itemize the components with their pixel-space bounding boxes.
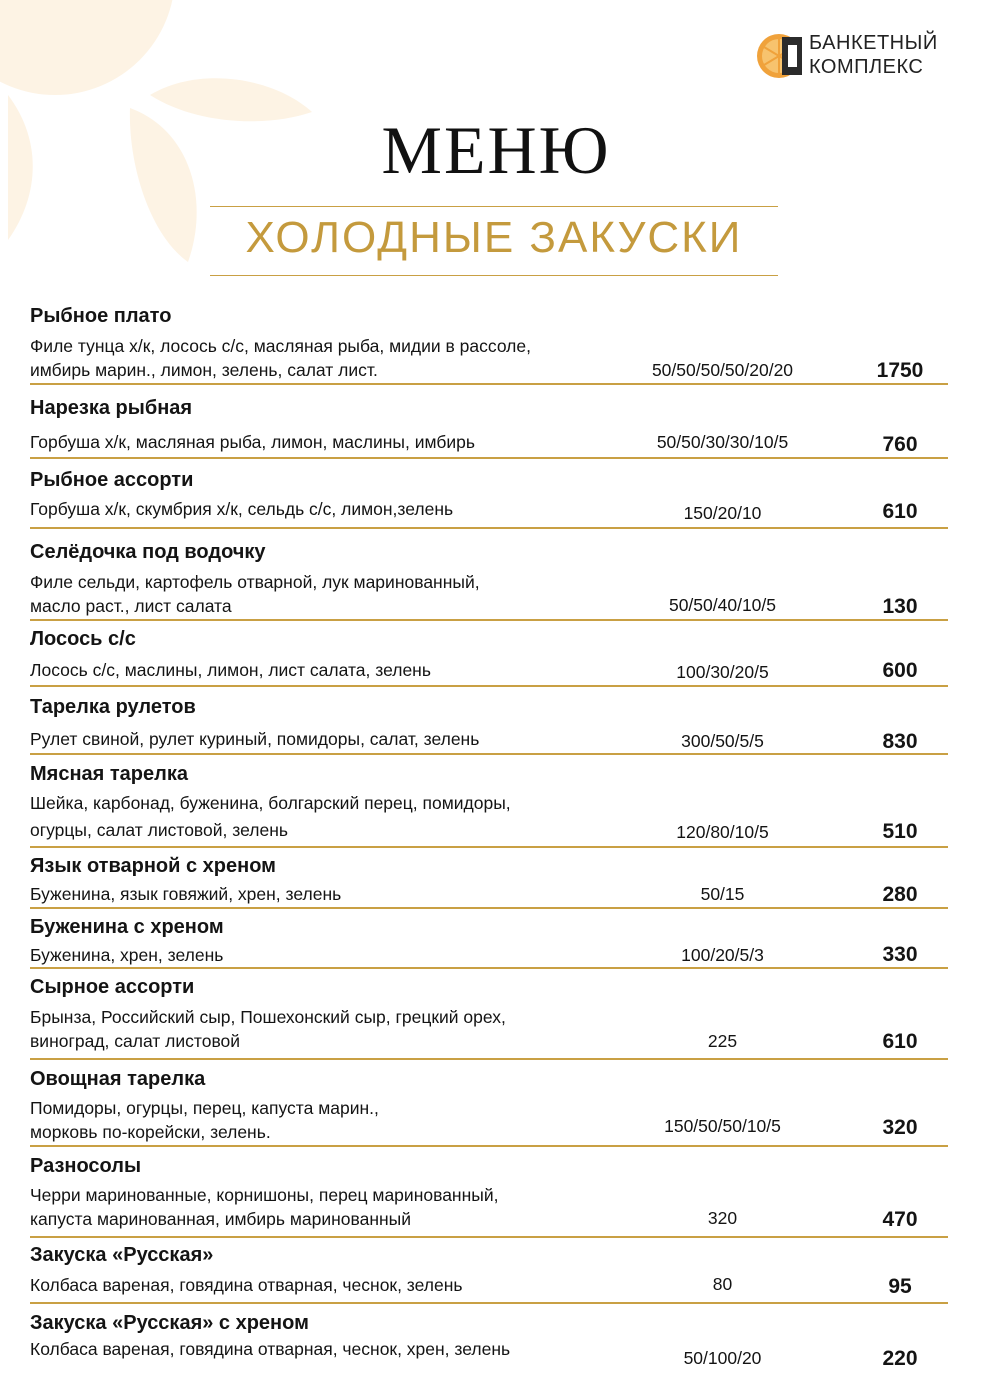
menu-item-name: Лосось с/с: [30, 628, 136, 650]
menu-item-divider: [30, 1058, 948, 1060]
menu-item-description-line: Рулет свиной, рулет куриный, помидоры, салат, зелень: [30, 729, 480, 749]
menu-item-price: 95: [888, 1275, 912, 1298]
menu-item-divider: [30, 1145, 948, 1147]
menu-item-divider: [30, 619, 948, 621]
brand-name-line2: КОМПЛЕКС: [809, 56, 924, 78]
menu-item-weight: 120/80/10/5: [676, 822, 769, 842]
menu-item-description-line: Горбуша х/к, скумбрия х/к, сельдь с/с, лимон,зелень: [30, 499, 454, 519]
menu-item-price: 830: [882, 730, 918, 753]
menu-item-description-line: Филе тунца х/к, лосось с/с, масляная рыба, мидии в рассоле,: [30, 336, 531, 356]
menu-item-description-line: морковь по-корейски, зелень.: [30, 1122, 271, 1142]
menu-item-weight: 100/30/20/5: [676, 662, 769, 682]
menu-item-weight: 100/20/5/3: [681, 945, 764, 965]
menu-item-name: Сырное ассорти: [30, 976, 195, 998]
menu-item-description-line: виноград, салат листовой: [30, 1031, 241, 1051]
menu-item-description-line: Филе сельди, картофель отварной, лук маринованный,: [30, 572, 480, 592]
menu-item-divider: [30, 967, 948, 969]
menu-item-weight: 50/100/20: [683, 1348, 762, 1368]
menu-item-name: Закуска «Русская» с хреном: [30, 1312, 309, 1334]
menu-item-description-line: масло раст., лист салата: [30, 596, 232, 616]
menu-item-name: Рыбное плато: [30, 305, 172, 327]
menu-item-divider: [30, 685, 948, 687]
menu-item-price: 320: [882, 1116, 918, 1139]
menu-item-name: Рыбное ассорти: [30, 469, 194, 491]
menu-item-weight: 50/15: [700, 884, 745, 904]
menu-item-description-line: Колбаса вареная, говядина отварная, чеснок, зелень: [30, 1275, 463, 1295]
menu-item-price: 610: [882, 1030, 918, 1053]
menu-item-weight: 150/50/50/10/5: [664, 1116, 781, 1136]
menu-item-price: 280: [882, 883, 918, 906]
menu-item-weight: 150/20/10: [683, 503, 762, 523]
menu-item-name: Тарелка рулетов: [30, 696, 196, 718]
menu-item-weight: 80: [712, 1274, 733, 1294]
page-title: МЕНЮ: [381, 112, 611, 188]
menu-item-description-line: Черри маринованные, корнишоны, перец маринованный,: [30, 1185, 499, 1205]
menu-item-divider: [30, 383, 948, 385]
menu-item-price: 330: [882, 943, 918, 966]
menu-item-divider: [30, 527, 948, 529]
menu-item-name: Мясная тарелка: [30, 763, 188, 785]
menu-item-description-line: Горбуша х/к, масляная рыба, лимон, маслины, имбирь: [30, 432, 475, 452]
menu-item-price: 1750: [876, 359, 924, 382]
menu-item-weight: 320: [707, 1208, 738, 1228]
menu-item-name: Закуска «Русская»: [30, 1244, 214, 1266]
menu-item-description-line: Брынза, Российский сыр, Пошехонский сыр, грецкий орех,: [30, 1007, 506, 1027]
menu-item-divider: [30, 846, 948, 848]
menu-item-description-line: огурцы, салат листовой, зелень: [30, 820, 288, 840]
menu-item-weight: 50/50/40/10/5: [668, 595, 777, 615]
menu-item-description-line: Буженина, хрен, зелень: [30, 945, 224, 965]
menu-item-description-line: имбирь марин., лимон, зелень, салат лист.: [30, 360, 378, 380]
menu-item-weight: 50/50/50/50/20/20: [651, 360, 794, 380]
menu-item-description-line: Шейка, карбонад, буженина, болгарский перец, помидоры,: [30, 793, 511, 813]
menu-item-weight: 225: [707, 1031, 738, 1051]
brand-name-line1: БАНКЕТНЫЙ: [809, 32, 938, 54]
menu-item-name: Язык отварной с хреном: [30, 855, 276, 877]
menu-item-name: Овощная тарелка: [30, 1068, 206, 1090]
menu-item-divider: [30, 1236, 948, 1238]
menu-item-price: 510: [882, 820, 918, 843]
menu-item-weight: 300/50/5/5: [681, 731, 764, 751]
menu-item-name: Буженина с хреном: [30, 916, 224, 938]
menu-item-price: 760: [882, 433, 918, 456]
menu-item-description-line: Помидоры, огурцы, перец, капуста марин.,: [30, 1098, 379, 1118]
menu-item-description-line: Лосось с/с, маслины, лимон, лист салата, зелень: [30, 660, 431, 680]
menu-item-price: 130: [882, 595, 918, 618]
menu-item-divider: [30, 457, 948, 459]
menu-item-description-line: капуста маринованная, имбирь маринованный: [30, 1209, 412, 1229]
menu-item-price: 600: [882, 659, 918, 682]
section-title: ХОЛОДНЫЕ ЗАКУСКИ: [245, 213, 743, 262]
menu-item-weight: 50/50/30/30/10/5: [656, 432, 789, 452]
menu-item-description-line: Буженина, язык говяжий, хрен, зелень: [30, 884, 342, 904]
menu-item-divider: [30, 907, 948, 909]
menu-item-name: Разносолы: [30, 1155, 142, 1177]
menu-item-divider: [30, 753, 948, 755]
menu-item-name: Нарезка рыбная: [30, 397, 193, 419]
menu-item-price: 220: [882, 1347, 918, 1370]
menu-item-divider: [30, 1302, 948, 1304]
menu-item-price: 470: [882, 1208, 918, 1231]
menu-item-price: 610: [882, 500, 918, 523]
menu-item-description-line: Колбаса вареная, говядина отварная, чеснок, хрен, зелень: [30, 1339, 511, 1359]
menu-item-name: Селёдочка под водочку: [30, 541, 266, 563]
